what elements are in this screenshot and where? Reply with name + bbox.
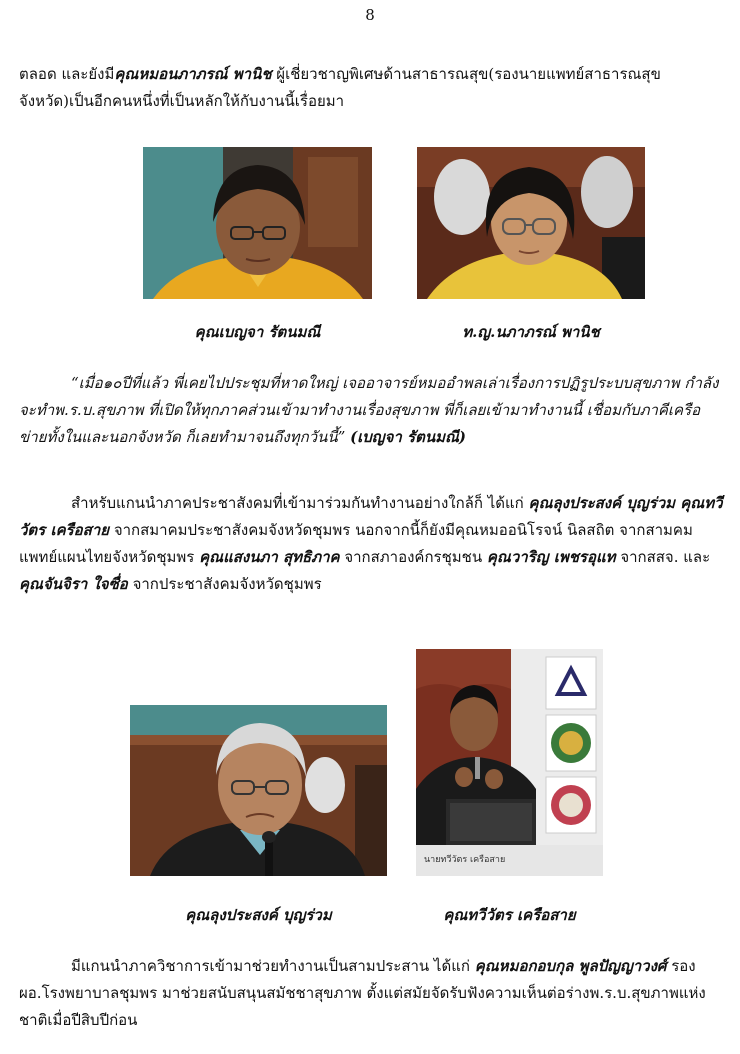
civil-text-2: จากสมาคมประชาสังคมจังหวัดชุมพร นอกจากนี้ก็ยังมีคุณหมออนิโรจน์ นิลสถิต จากสามคมแพทย์แผนไทยจังหวัดชุมพร — [19, 521, 693, 566]
photo-prasong — [130, 705, 387, 876]
civil-text-1: สำหรับแกนนำภาคประชาสังคมที่เข้ามาร่วมกันทำงานอย่างใกล้ก็ ได้แก่ — [71, 494, 529, 512]
quote-attribution: (เบญจา รัตนมณี) — [350, 428, 466, 446]
paragraph-academic — [19, 953, 723, 1034]
caption-benjaa: คุณเบญจา รัตนมณี — [194, 323, 321, 341]
caption-napaporn: ท.ญ.นภาภรณ์ พานิช — [462, 323, 600, 341]
paragraph-quote — [19, 370, 723, 451]
civil-name-saengnapa: คุณแสงนภา สุทธิภาค — [199, 548, 340, 566]
civil-text-5: จากประชาสังคมจังหวัดชุมพร — [127, 575, 322, 593]
photo-taweewat — [416, 649, 603, 876]
intro-text-1: ตลอด และยังมี — [19, 65, 115, 83]
intro-text-2: ผู้เชี่ยวชาญพิเศษด้านสาธารณสุข(รองนายแพทย์สาธารณสุขจังหวัด)เป็นอีกคนหนึ่งที่เป็นหลักให้กับงานนี้เรื่อยมา — [19, 65, 661, 110]
intro-name-napaporn: คุณหมอนภาภรณ์ พานิช — [114, 65, 272, 83]
quote-text: “เมื่อ๑๐ปีที่แล้ว พี่เคยไปประชุมที่หาดใหญ่ เจออาจารย์หมออำพลเล่าเรื่องการปฏิรูประบบสุขภาพ กำลังจะทำพ.ร.บ.สุขภาพ ที่เปิดให้ทุกภาคส่วนเข้ามาทำงานเรื่องสุขภาพ พี่ก็เลยเข้ามาทำงานนี้ เชื่อมกับภาคีเครือข่ายทั้งในและนอกจังหวัด ก็เลยทำมาจนถึงทุกวันนี้” — [19, 374, 719, 446]
paragraph-civil-society — [19, 490, 723, 598]
civil-text-4: จากสสจ. และ — [615, 548, 711, 566]
civil-text-3: จากสภาองค์กรชุมชน — [339, 548, 487, 566]
civil-names-1: คุณลุงประสงค์ บุญร่วม คุณทวีวัตร เครือสาย — [19, 494, 723, 539]
page-number: 8 — [365, 6, 375, 24]
caption-taweewat: คุณทวีวัตร เครือสาย — [443, 906, 576, 924]
photo-benjaa — [143, 147, 372, 299]
caption-prasong: คุณลุงประสงค์ บุญร่วม — [185, 906, 332, 924]
photo-napaporn — [417, 147, 645, 299]
paragraph-intro — [19, 61, 723, 115]
academic-text-1: มีแกนนำภาควิชาการเข้ามาช่วยทำงานเป็นสามประสาน ได้แก่ — [71, 957, 475, 975]
academic-name-kobkul: คุณหมอกอบกุล พูลปัญญาวงศ์ — [474, 957, 667, 975]
civil-name-warin: คุณวาริญ เพชรอุแท — [486, 548, 616, 566]
nameplate-text: นายทวีวัตร เครือสาย — [424, 855, 506, 865]
civil-name-janjira: คุณจันจิรา ใจซื่อ — [19, 575, 128, 593]
academic-text-2: รองผอ.โรงพยาบาลชุมพร มาช่วยสนับสนุนสมัชชาสุขภาพ ตั้งแต่สมัยจัดรับฟังความเห็นต่อร่างพ.ร.บ.สุขภาพแห่งชาติเมื่อปีสิบปีก่อน — [19, 957, 706, 1029]
